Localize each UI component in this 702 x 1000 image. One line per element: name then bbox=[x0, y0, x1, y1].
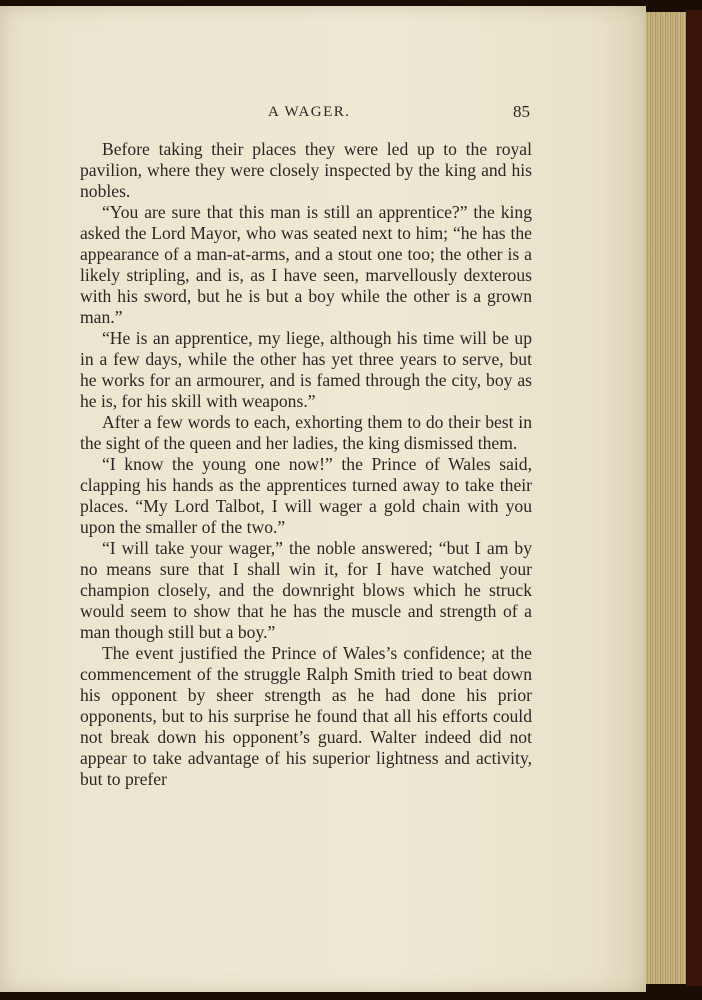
book-page bbox=[0, 6, 646, 992]
book-cover-edge bbox=[686, 10, 702, 986]
running-head: A WAGER. bbox=[268, 104, 351, 120]
paragraph: The event justified the Prince of Wales’s confidence; at the commencement of the struggle Ralph Smith tried to beat down his opponent by sheer strength as he had done his prior opponents, but to his surprise he found that all his efforts could not break down his opponent’s guard. Walter indeed did not appear to take advantage of his superior lightness and activity, but to prefer bbox=[80, 643, 532, 789]
paragraph: “I know the young one now!” the Prince of Wales said, clapping his hands as the apprentices turned away to take their places. “My Lord Talbot, I will wager a gold chain with you upon the smaller of the two.” bbox=[80, 454, 532, 537]
paragraph: “He is an apprentice, my liege, although his time will be up in a few days, while the other has yet three years to serve, but he works for an armourer, and is famed through the city, boy as he is, for his skill with weapons.” bbox=[80, 328, 532, 411]
paragraph: Before taking their places they were led up to the royal pavilion, where they were closely inspected by the king and his nobles. bbox=[80, 139, 532, 201]
page-edges bbox=[646, 12, 688, 984]
paragraph: After a few words to each, exhorting them to do their best in the sight of the queen and her ladies, the king dismissed them. bbox=[80, 412, 532, 453]
paragraph: “I will take your wager,” the noble answered; “but I am by no means sure that I shall win it, for I have watched your champion closely, and the downright blows which he struck would seem to show that he has the muscle and strength of a man though still but a boy.” bbox=[80, 538, 532, 642]
page-header bbox=[80, 104, 530, 128]
paragraph: “You are sure that this man is still an apprentice?” the king asked the Lord Mayor, who was seated next to him; “he has the appearance of a man-at-arms, and a stout one too; the other is a likely stripling, and is, as I have seen, marvellously dexterous with his sword, but he is but a boy while the other is a grown man.” bbox=[80, 202, 532, 327]
body-text bbox=[80, 139, 532, 790]
page-number: 85 bbox=[513, 102, 530, 121]
